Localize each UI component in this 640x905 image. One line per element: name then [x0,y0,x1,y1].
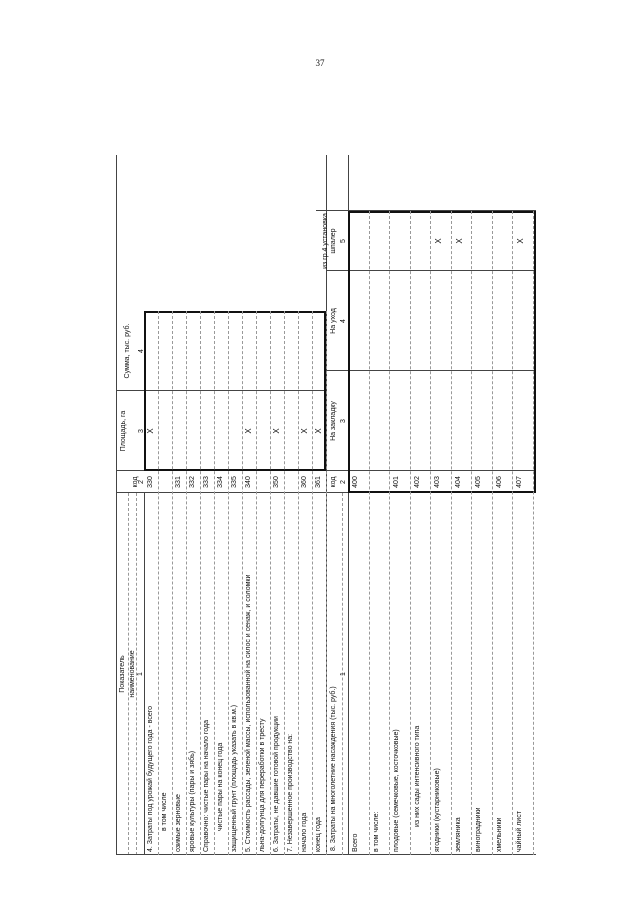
code-header: код [330,476,337,488]
gr4-header: из гр.4 установка шпалер [322,213,337,269]
table1-row-label: Справочно: чистые пары на начало года [203,720,210,852]
table2-row-line [471,211,472,855]
indicator-header: Показатель [119,655,126,693]
table1-row-label: конец года [315,817,322,852]
table2-row-label: виноградники [475,807,482,852]
col2-number: 2 [340,480,347,484]
table2-row-line [430,211,431,855]
table1-row-line [270,311,271,855]
table2-gr4-cell: X [454,238,464,244]
table1-area-cell: X [272,428,281,434]
page-number: 37 [315,58,325,68]
table2-row-label: хмельники [495,817,503,852]
table1-row-code: 350 [273,476,280,488]
table1-row-line [214,311,215,855]
header-bottom [144,493,145,855]
table1-row-label: 4. Затраты под урожай будущего года - всего [147,705,154,852]
table2-row-code: 407 [516,476,523,488]
sum-header: Сумма, тыс. руб. [124,323,131,379]
planting-header: На закладку [330,401,337,441]
table1-row-label: начало года [301,812,308,852]
table1-row-code: 340 [245,476,252,488]
table2-row-line [389,211,390,855]
table2-gr4-cell: X [434,238,443,244]
col3-number: 3 [138,429,145,433]
table1-row-label: защищенный грунт (площадь указать в кв.м.) [231,704,238,852]
table2-row-line [410,211,411,855]
table2-row-line [451,211,452,855]
code-header: код [132,476,139,488]
table1-row-label: в том числе [161,792,168,831]
table1-row-label: чистые пары на конец года [217,742,224,831]
table1-row-code: 360 [301,476,308,488]
table2-row-label: плодовые (семечковые, косточковые) [393,729,400,852]
name-header: наименование [129,650,136,698]
table1-row-label: 5. Стоимость рассады, зеленой массы, использованной на силос и сенаж, и соломки [245,574,252,852]
care-header: На уход [330,308,337,334]
table2-row-line [369,211,370,855]
table2-row-label: земляника [454,817,462,852]
table1-row-line [228,311,229,855]
col3-number: 3 [340,419,347,423]
table1-row-label: яровые культуры (пары и зябь) [189,750,196,852]
table1-row-code: 335 [231,476,238,488]
table1-row-label: 6. Затраты, не давшие готовой продукции [273,716,280,852]
col4-number: 4 [340,319,347,323]
table1-row-line [256,311,257,855]
table2-title: 8. Затраты на многолетние насаждения (тыс. руб.) [330,686,337,851]
area-header: Площадь, га [120,410,127,452]
rotated-form-tables [116,155,536,855]
table1-area-cell: X [314,428,323,434]
table1-row-line [312,311,313,855]
table1-area-cell: X [146,428,155,434]
table1-row-line [186,311,187,855]
table2-row-code: 400 [352,476,359,488]
table1-row-code: 333 [203,476,210,488]
table1-row-code: 361 [315,476,322,488]
table1-row-line [326,311,327,855]
table2-row-code: 406 [495,476,503,488]
table1-row-line [242,311,243,855]
table1-row-label: льна-долгунца для переработки в тресту [259,718,266,852]
table2-row-code: 401 [393,476,400,488]
table1-row-line [172,311,173,855]
table1-row-code: 332 [189,476,196,488]
table2-row-code: 403 [434,476,441,488]
table2-row-label: ягодники (кустарниковые) [434,768,441,852]
table1-top-border [116,155,117,855]
col1-number: 1 [137,672,144,676]
table2-row-line [492,211,493,855]
table1-area-cell: X [300,428,309,434]
table1-row-code: 330 [147,476,154,488]
table1-row-line [298,311,299,855]
table2-row-code: 404 [454,476,462,488]
table1-row-code: 334 [217,476,224,488]
table2-row-label: из них сады интенсивного типа [413,725,421,827]
table2-row-code: 402 [413,476,421,488]
table1-row-line [284,311,285,855]
table1-area-cell: X [244,428,253,434]
table1-row-label: озимые зерновые [175,794,182,852]
col4-number: 4 [138,349,145,353]
table1-row-line [200,311,201,855]
table2-row-code: 405 [475,476,482,488]
table2-row-line [512,211,513,855]
table1-row-code: 331 [175,476,182,488]
table1-row-label: 7. Незавершенное производство на: [287,733,294,852]
table1-row-line [158,311,159,855]
table2-row-label: чайный лист [516,811,523,852]
col2-number: 2 [138,480,145,484]
table2-gr4-cell: X [516,238,525,244]
col1-number: 1 [340,672,347,676]
table2-row-line [533,211,534,855]
col5-number: 5 [340,239,347,243]
table2-row-label: Всего [352,833,359,852]
table2-row-label: в том числе: [372,811,380,852]
